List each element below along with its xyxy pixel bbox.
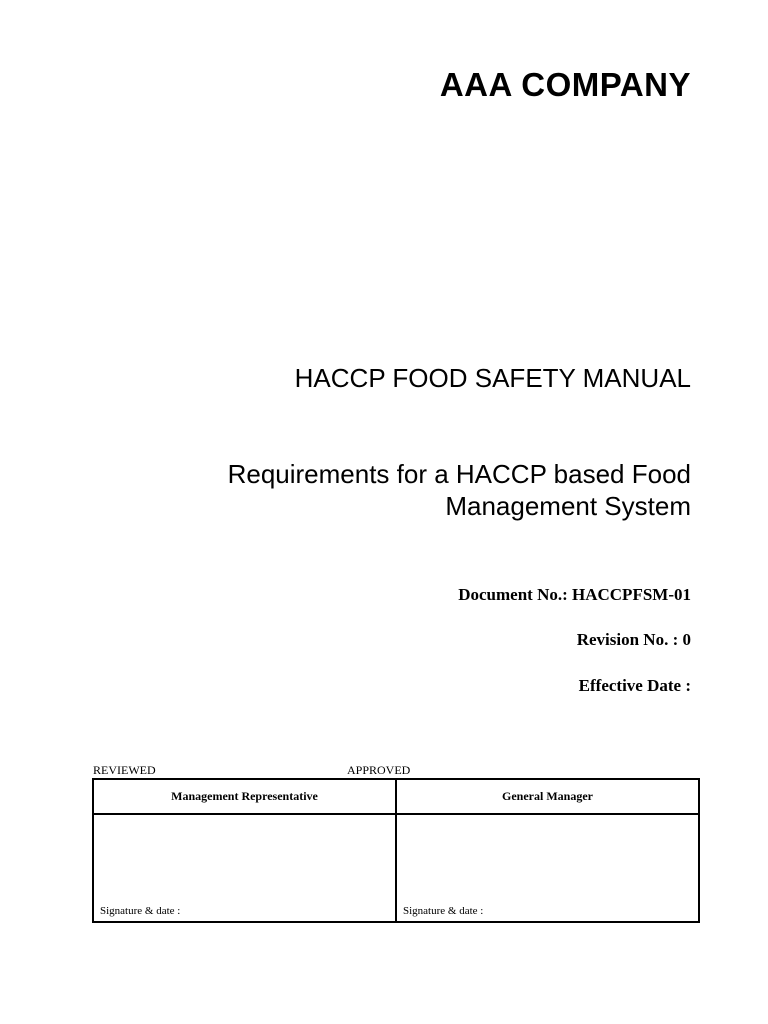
signature-table [92,778,700,923]
revision-number: Revision No. : 0 [576,630,691,649]
manual-title: HACCP FOOD SAFETY MANUAL [294,363,691,393]
general-manager-signature-label: Signature & date : [403,905,484,917]
management-representative-header: Management Representative [93,779,396,814]
subtitle-line-2: Management System [445,491,691,521]
subtitle-line-1: Requirements for a HACCP based Food [227,459,691,489]
approved-label: APPROVED [347,763,411,777]
general-manager-header: General Manager [396,779,699,814]
document-number: Document No.: HACCPFSM-01 [458,585,691,604]
signature-table-body-row [93,814,699,922]
management-representative-signature-label: Signature & date : [100,905,181,917]
general-manager-signature-cell [396,814,699,922]
signature-table-header-row [93,779,699,814]
manual-subtitle [228,458,691,522]
company-name: AAA COMPANY [439,66,691,103]
effective-date: Effective Date : [578,676,691,695]
management-representative-signature-cell [93,814,396,922]
reviewed-label: REVIEWED [93,763,156,777]
